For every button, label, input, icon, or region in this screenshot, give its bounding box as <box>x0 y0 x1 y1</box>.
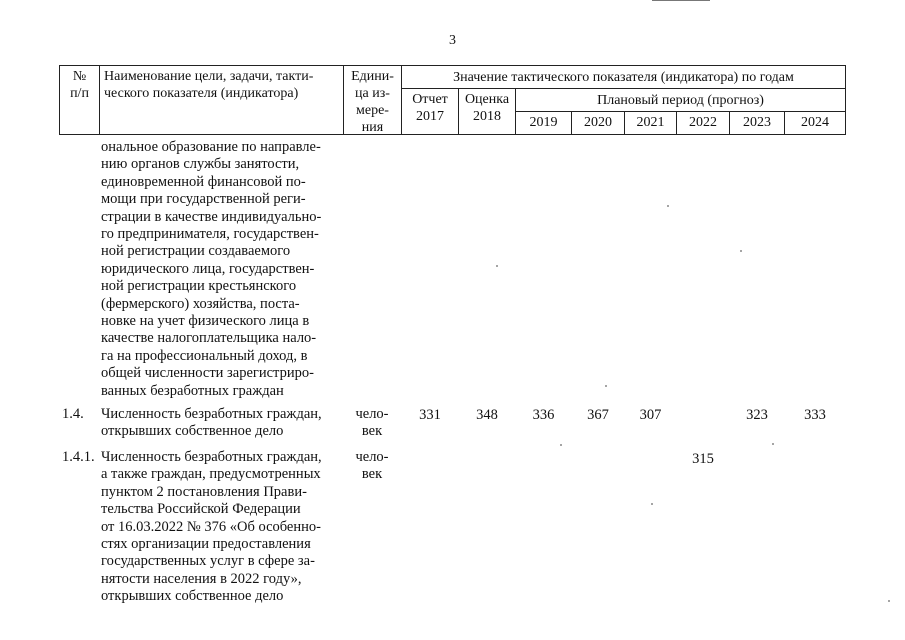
header-report: Отчет 2017 <box>412 92 448 124</box>
value-2022: 315 <box>692 451 714 467</box>
row-unit: чело- век <box>355 449 389 483</box>
scan-speck <box>888 600 890 602</box>
header-unit-label: Едини- ца из- мере- ния <box>351 69 394 135</box>
header-line-plan <box>515 111 845 112</box>
value-2024: 333 <box>804 407 826 423</box>
scan-speck <box>496 265 498 267</box>
value-2019: 336 <box>532 407 555 423</box>
header-vline-11 <box>845 65 846 135</box>
page-top-mark <box>652 0 710 1</box>
value-2021: 307 <box>639 407 662 423</box>
header-top-border <box>59 65 845 66</box>
scan-speck <box>772 443 774 445</box>
page-number: 3 <box>449 33 456 48</box>
header-year-2024: 2024 <box>801 115 829 130</box>
header-bottom-border <box>59 134 845 135</box>
header-line-values <box>401 88 845 89</box>
header-year-2019: 2019 <box>529 115 558 130</box>
header-estimate: Оценка 2018 <box>464 92 510 124</box>
header-name-label: Наименование цели, задачи, такти- ческого показателя (индикатора) <box>104 69 314 101</box>
header-year-2023: 2023 <box>743 115 771 130</box>
header-year-2022: 2022 <box>689 115 717 130</box>
value-2023: 323 <box>746 407 768 423</box>
row-number: 1.4.1. <box>62 449 95 465</box>
value-2017: 331 <box>419 407 441 423</box>
row-unit: чело- век <box>355 406 389 440</box>
header-plan-group: Плановый период (прогноз) <box>597 93 764 108</box>
header-year-2021: 2021 <box>636 115 665 130</box>
header-year-2020: 2020 <box>584 115 612 130</box>
header-num-label: № п/п <box>70 69 89 101</box>
row-name: Численность безработных граждан, а также граждан, предусмотренных пунктом 2 постановления Прави- тельства Российской Федерации от 16.03.2022 № 376 «Об особенно- стях организации предоставления государственных услуг в сфере за- нятости населения в 2022 году», открывших собственное дело <box>101 449 322 605</box>
row-name: Численность безработных граждан, открывших собственное дело <box>101 406 322 440</box>
scan-speck <box>651 503 653 505</box>
scan-speck <box>560 444 562 446</box>
continuation-text: ональное образование по направле- нию органов службы занятости, единовременной финансовой по- мощи при государственной реги- страции в качестве индивидуально- го предпринимателя, государствен- ной регистрации создаваемого юридического лица, государствен- ной регистрации крестьянского (фермерского) хозяйства, поста- новке на учет физического лица в качестве налогоплательщика нало- га на профессиональный доход, в общей численности зарегистриро- ванных безработных граждан <box>101 139 322 399</box>
header-vline-1 <box>99 65 100 135</box>
value-2018: 348 <box>476 407 498 423</box>
scan-speck <box>667 205 669 207</box>
scan-speck <box>740 250 742 252</box>
header-values-group: Значение тактического показателя (индикатора) по годам <box>453 70 794 85</box>
row-number: 1.4. <box>62 406 84 422</box>
value-2020: 367 <box>587 407 609 423</box>
scan-speck <box>605 385 607 387</box>
